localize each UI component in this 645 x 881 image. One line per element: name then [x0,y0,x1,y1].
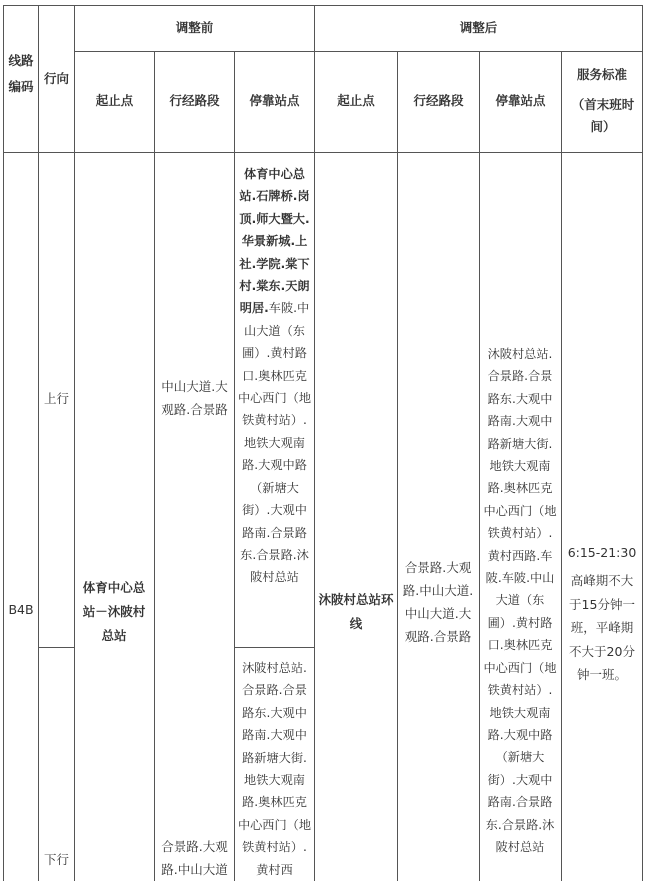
before-up-stops [237,163,312,589]
header-first-last-time: （首末班时间） [571,97,635,134]
service-time: 6:15-21:30 [567,545,637,560]
after-start-end: 沐陂村总站环线 [318,592,394,631]
header-before-stops: 停靠站点 [249,93,300,108]
header-line-code: 线路编码 [8,53,34,94]
header-after-route: 行经路段 [413,93,464,108]
header-service-standard: 服务标准 [576,67,627,82]
after-stops: 沐陂村总站.合景路.合景路东.大观中路南.大观中路新塘大街.地铁大观南路.奥林匹克中心西门（地铁黄村站）.黄村西路.车陂.车陂.中山大道（东圃）.黄村路口.奥林匹克中心西门（地铁黄村站）.地铁大观南路.大观中路（新塘大街）.大观中路南.合景路东.合景路.沐陂村总站 [483,347,557,854]
header-before: 调整前 [175,20,214,35]
before-up-route: 中山大道.大观路.合景路 [161,379,228,417]
header-before-route: 行经路段 [169,93,220,108]
header-after-start-end: 起止点 [337,93,375,108]
line-code-cell: B4B [8,602,34,617]
before-start-end: 体育中心总站－沐陂村总站 [82,580,146,643]
after-route: 合景路.大观路.中山大道.中山大道.大观路.合景路 [402,560,474,644]
service-frequency: 高峰期不大于15分钟一班，平峰期不大于20分钟一班。 [569,573,635,682]
before-down-stops: 沐陂村总站.合景路.合景路东.大观中路南.大观中路新塘大街.地铁大观南路.奥林匹克中心西门（地铁黄村站）.黄村西 [237,661,312,877]
before-down-route: 合景路.大观路.中山大道 [161,839,228,877]
header-after: 调整后 [459,20,498,35]
direction-up: 上行 [43,391,69,406]
header-before-start-end: 起止点 [95,93,134,108]
header-after-stops: 停靠站点 [495,93,546,108]
direction-down: 下行 [43,852,69,867]
before-up-stops-normal: 车陂.中山大道（东圃）.黄村路口.奥林匹克中心西门（地铁黄村站）.地铁大观南路.大观中路（新塘大街）.大观中路南.合景路东.合景路.沐陂村总站 [237,301,312,585]
header-direction: 行向 [43,71,69,86]
before-up-stops-bold: 体育中心总站.石牌桥.岗顶.师大暨大.华景新城.上社.学院.棠下村.棠东.天朗明居. [239,167,310,316]
